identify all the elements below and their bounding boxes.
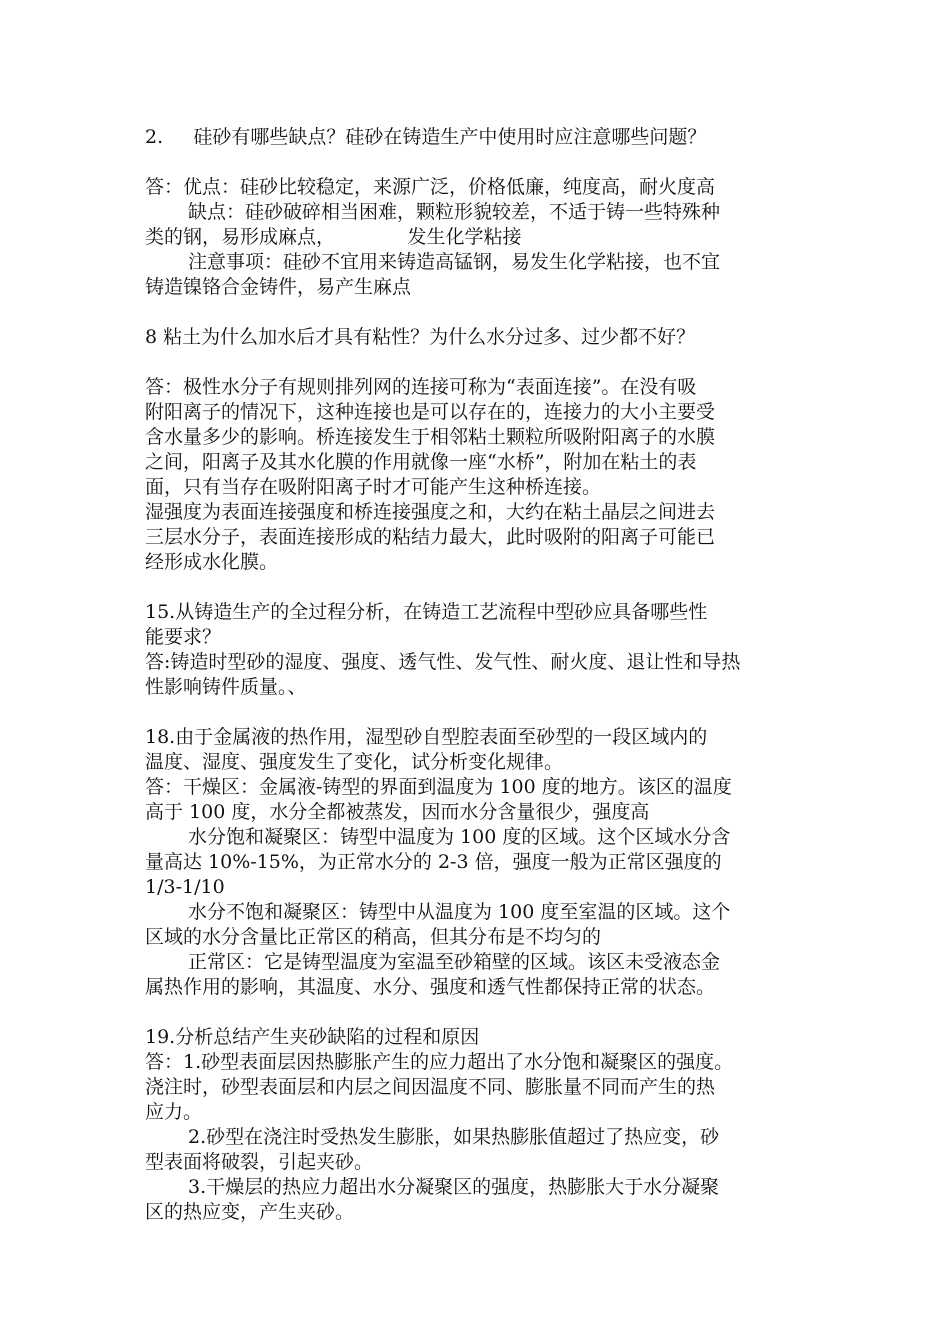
answer-8-line: 湿强度为表面连接强度和桥连接强度之和，大约在粘土晶层之间进去 [145, 501, 716, 523]
answer-2-line: 类的钢，易形成麻点， 发生化学粘接 [145, 226, 522, 248]
answer-18-line: 量高达 10%-15%，为正常水分的 2-3 倍，强度一般为正常区强度的 [145, 851, 722, 873]
answer-15-line: 性影响铸件质量。、 [145, 676, 307, 698]
answer-19-line: 2.砂型在浇注时受热发生膨胀，如果热膨胀值超过了热应变，砂 [188, 1126, 720, 1148]
question-18-line: 温度、湿度、强度发生了变化，试分析变化规律。 [145, 751, 564, 773]
answer-19-line: 3.干燥层的热应力超出水分凝聚区的强度，热膨胀大于水分凝聚 [188, 1176, 720, 1198]
question-18-line: 18.由于金属液的热作用，湿型砂自型腔表面至砂型的一段区域内的 [145, 726, 708, 748]
question-15-line: 15.从铸造生产的全过程分析，在铸造工艺流程中型砂应具备哪些性 [145, 601, 708, 623]
answer-18-line: 水分饱和凝聚区：铸型中温度为 100 度的区域。这个区域水分含 [188, 826, 731, 848]
answer-8-line: 含水量多少的影响。桥连接发生于相邻粘土颗粒所吸附阳离子的水膜 [145, 426, 716, 448]
answer-19-line: 应力。 [145, 1101, 203, 1123]
answer-18-line: 1/3-1/10 [145, 876, 225, 898]
answer-18-line: 水分不饱和凝聚区：铸型中从温度为 100 度至室温的区域。这个 [188, 901, 731, 923]
answer-2-line: 铸造镍铬合金铸件，易产生麻点 [145, 276, 412, 298]
question-19: 19.分析总结产生夹砂缺陷的过程和原因 [145, 1026, 480, 1048]
answer-19-line: 答：1.砂型表面层因热膨胀产生的应力超出了水分饱和凝聚区的强度。 [145, 1051, 734, 1073]
answer-18-line: 高于 100 度，水分全都被蒸发，因而水分含量很少，强度高 [145, 801, 650, 823]
answer-2-line: 答：优点：硅砂比较稳定，来源广泛，价格低廉，纯度高，耐火度高 [145, 176, 716, 198]
answer-8-line: 答：极性水分子有规则排列网的连接可称为“表面连接”。在没有吸 [145, 376, 697, 398]
answer-15-line: 答:铸造时型砂的湿度、强度、透气性、发气性、耐火度、退让性和导热 [145, 651, 741, 673]
answer-2-line: 缺点：硅砂破碎相当困难，颗粒形貌较差，不适于铸一些特殊种 [188, 201, 721, 223]
answer-18-line: 答：干燥区：金属液-铸型的界面到温度为 100 度的地方。该区的温度 [145, 776, 732, 798]
answer-18-line: 正常区：它是铸型温度为室温至砂箱壁的区域。该区未受液态金 [188, 951, 721, 973]
question-8: 8 粘土为什么加水后才具有粘性？为什么水分过多、过少都不好？ [145, 326, 696, 348]
question-2: 2. 硅砂有哪些缺点？硅砂在铸造生产中使用时应注意哪些问题？ [145, 126, 707, 148]
answer-8-line: 之间，阳离子及其水化膜的作用就像一座“水桥”，附加在粘土的表 [145, 451, 697, 473]
answer-19-line: 浇注时，砂型表面层和内层之间因温度不同、膨胀量不同而产生的热 [145, 1076, 716, 1098]
answer-8-line: 附阳离子的情况下，这种连接也是可以存在的，连接力的大小主要受 [145, 401, 716, 423]
answer-18-line: 属热作用的影响，其温度、水分、强度和透气性都保持正常的状态。 [145, 976, 716, 998]
answer-8-line: 面，只有当存在吸附阳离子时才可能产生这种桥连接。 [145, 476, 602, 498]
answer-8-line: 经形成水化膜。 [145, 551, 279, 573]
answer-2-line: 注意事项：硅砂不宜用来铸造高锰钢，易发生化学粘接，也不宜 [188, 251, 721, 273]
answer-19-line: 型表面将破裂，引起夹砂。 [145, 1151, 374, 1173]
answer-19-line: 区的热应变，产生夹砂。 [145, 1201, 355, 1223]
answer-18-line: 区域的水分含量比正常区的稍高，但其分布是不均匀的 [145, 926, 602, 948]
question-15-line: 能要求？ [145, 626, 222, 648]
answer-8-line: 三层水分子，表面连接形成的粘结力最大，此时吸附的阳离子可能已 [145, 526, 716, 548]
